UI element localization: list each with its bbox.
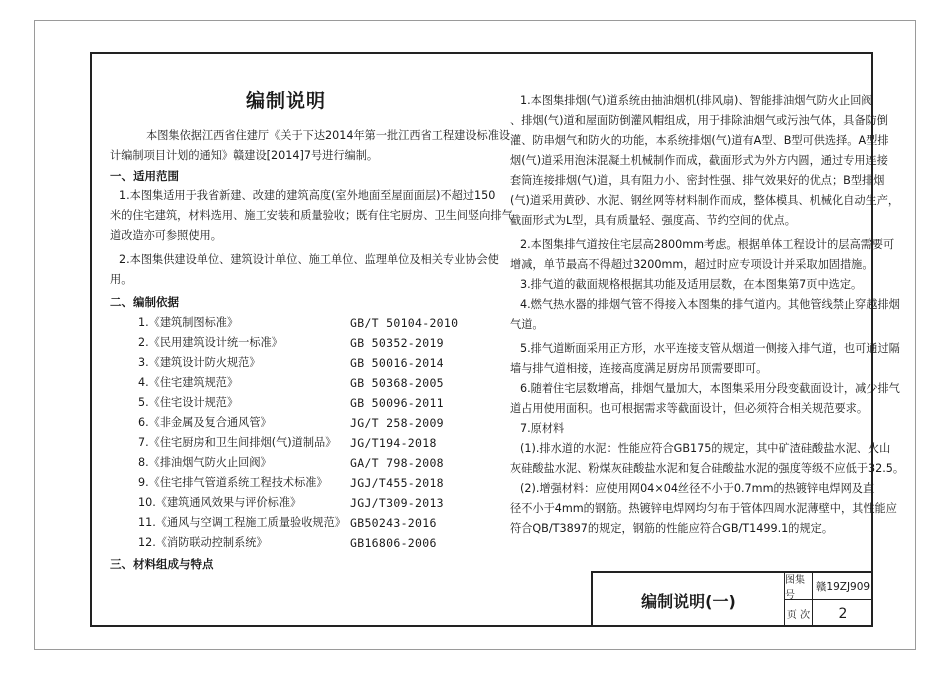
reference-code: JGJ/T455-2018 [350,476,444,490]
reference-name: 5.《住宅设计规范》 [138,396,239,409]
reference-name: 11.《通风与空调工程施工质量验收规范》 [138,516,346,529]
reference-code: GB 50352-2019 [350,336,444,350]
right-line: 7.原材料 [520,422,565,435]
reference-name: 9.《住宅排气管道系统工程技术标准》 [138,476,328,489]
right-line: 灰硅酸盐水泥、粉煤灰硅酸盐水泥和复合硅酸盐水泥的强度等级不应低于32.5。 [510,462,905,475]
right-line: 符合QB/T3897的规定，钢筋的性能应符合GB/T1499.1的规定。 [510,522,834,535]
reference-code: JG/T 258-2009 [350,416,444,430]
section-heading-materials: 三、材料组成与特点 [110,557,214,571]
section-heading-scope: 一、适用范围 [110,169,179,183]
right-line: 道占用使用面积。也可根据需求等截面设计，但必须符合相关规范要求。 [510,402,869,415]
right-line: 套筒连接排烟(气)道，具有阻力小、密封性强、排气效果好的优点；B型排烟 [510,174,885,187]
page-number-label: 页 次 [784,599,812,627]
reference-code: GB/T 50104-2010 [350,316,459,330]
reference-row [110,473,490,493]
right-line: 5.排气道断面采用正方形，水平连接支管从烟道一侧接入排气道，也可通过隔 [520,342,900,355]
reference-row [110,353,490,373]
right-line: 2.本图集排气道按住宅层高2800mm考虑。根据单体工程设计的层高需要可 [520,238,895,251]
reference-row [110,513,490,533]
right-line: 气道。 [510,318,544,331]
reference-row [110,433,490,453]
reference-row [110,493,490,513]
right-line: 1.本图集排烟(气)道系统由抽油烟机(排风扇)、智能排油烟气防火止回阀 [520,94,873,107]
scope-line-4: 2.本图集供建设单位、建筑设计单位、施工单位、监理单位及相关专业协会使 [119,253,499,266]
reference-code: GA/T 798-2008 [350,456,444,470]
intro-line-2: 计编制项目计划的通知》赣建设[2014]7号进行编制。 [110,149,379,162]
right-line: 增减，单节最高不得超过3200mm，超过时应专项设计并采取加固措施。 [510,258,874,271]
page-number-value: 2 [812,599,873,627]
reference-row [110,313,490,333]
right-line: 烟(气)道采用泡沫混凝土机械制作而成，截面形式为外方内圆，通过专用连接 [510,154,888,167]
intro-line-1: 本图集依据江西省住建厅《关于下达2014年第一批江西省工程建设标准设 [146,129,511,142]
atlas-number-label: 图集号 [784,571,812,599]
scope-line-3: 道改造亦可参照使用。 [110,229,222,242]
reference-name: 8.《排油烟气防火止回阀》 [138,456,272,469]
reference-row [110,533,490,553]
right-line: 墙与排气道相接，连接高度满足厨房吊顶需要即可。 [510,362,768,375]
reference-row [110,333,490,353]
scope-line-5: 用。 [110,273,133,286]
reference-code: GB 50016-2014 [350,356,444,370]
page-title: 编制说明 [246,90,327,112]
reference-code: GB 50368-2005 [350,376,444,390]
reference-code: JGJ/T309-2013 [350,496,444,510]
right-line: 3.排气道的截面规格根据其功能及适用层数，在本图集第7页中选定。 [520,278,863,291]
right-line: 4.燃气热水器的排烟气管不得接入本图集的排气道内。其他管线禁止穿越排烟 [520,298,900,311]
atlas-number-value: 赣19ZJ909 [812,571,873,599]
right-line: (1).排水道的水泥：性能应符合GB175的规定，其中矿渣硅酸盐水泥、火山 [520,442,891,455]
reference-code: GB50243-2016 [350,516,437,530]
scope-line-1: 1.本图集适用于我省新建、改建的建筑高度(室外地面至屋面面层)不超过150 [119,189,496,202]
reference-name: 1.《建筑制图标准》 [138,316,239,329]
reference-name: 7.《住宅厨房和卫生间排烟(气)道制品》 [138,436,337,449]
right-line: 6.随着住宅层数增高，排烟气量加大，本图集采用分段变截面设计，减少排气 [520,382,900,395]
reference-name: 12.《消防联动控制系统》 [138,536,268,549]
reference-name: 6.《非金属及复合通风管》 [138,416,272,429]
reference-name: 4.《住宅建筑规范》 [138,376,239,389]
reference-name: 2.《民用建筑设计统一标准》 [138,336,283,349]
title-block [591,571,873,627]
reference-name: 3.《建筑设计防火规范》 [138,356,261,369]
reference-row [110,453,490,473]
reference-name: 10.《建筑通风效果与评价标准》 [138,496,302,509]
right-line: 、排烟(气)道和屋面防倒灌风帽组成，用于排除油烟气或污浊气体，具备防倒 [510,114,888,127]
right-column [510,91,905,539]
right-line: 灌、防串烟气和防火的功能，本系统排烟(气)道有A型、B型可供选择。A型排 [510,134,889,147]
reference-row [110,413,490,433]
section-heading-basis: 二、编制依据 [110,295,179,309]
reference-row [110,373,490,393]
reference-code: JG/T194-2018 [350,436,437,450]
scope-line-2: 米的住宅建筑，材料选用、施工安装和质量验收；既有住宅厨房、卫生间竖向排气 [110,209,513,222]
reference-code: GB16806-2006 [350,536,437,550]
right-line: 径不小于4mm的钢筋。热镀锌电焊网均匀布于管体四周水泥薄壁中，其性能应 [510,502,897,515]
right-line: 截面形式为L型，具有质量轻、强度高、节约空间的优点。 [510,214,796,227]
sheet-title: 编制说明(一) [591,571,784,627]
right-line: (气)道采用黄砂、水泥、钢丝网等材料制作而成，整体模具、机械化自动生产， [510,194,900,207]
reference-code: GB 50096-2011 [350,396,444,410]
right-line: (2).增强材料：应使用网04×04丝径不小于0.7mm的热镀锌电焊网及直 [520,482,875,495]
reference-row [110,393,490,413]
